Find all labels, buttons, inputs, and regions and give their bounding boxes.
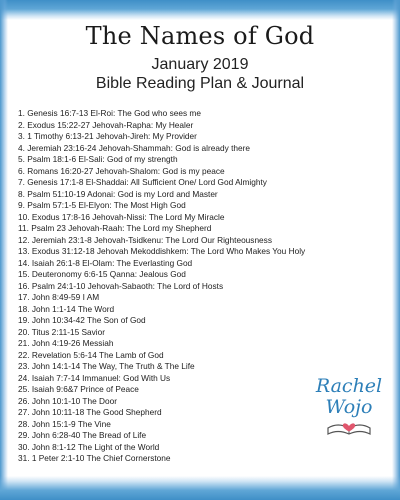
watercolor-border-top — [0, 0, 400, 20]
reading-item: 9. Psalm 57:1-5 El-Elyon: The Most High God — [18, 200, 186, 210]
reading-item: 10. Exodus 17:8-16 Jehovah-Nissi: The Lord My Miracle — [18, 211, 225, 222]
reading-item: 21. John 4:19-26 Messiah — [18, 338, 114, 348]
reading-item: 29. John 6:28-40 The Bread of Life — [18, 430, 147, 440]
reading-item: 8. Psalm 51:10-19 Adonai: God is my Lord and Master — [18, 188, 218, 199]
reading-item: 4. Jeremiah 23:16-24 Jehovah-Shammah: God is already there — [18, 142, 250, 153]
reading-item: 12. Jeremiah 23:1-8 Jehovah-Tsidkenu: The Lord Our Righteousness — [18, 234, 272, 245]
reading-item: 25. Isaiah 9:6&7 Prince of Peace — [18, 384, 139, 394]
reading-item: 1. Genesis 16:7-13 El-Roi: The God who sees me — [18, 108, 201, 118]
reading-item: 15. Deuteronomy 6:6-15 Qanna: Jealous God — [18, 269, 186, 279]
reading-item: 22. Revelation 5:6-14 The Lamb of God — [18, 349, 164, 360]
reading-item: 14. Isaiah 26:1-8 El-Olam: The Everlasting God — [18, 257, 193, 268]
plan-month: January 2019 — [151, 56, 249, 73]
reading-item: 28. John 15:1-9 The Vine — [18, 418, 111, 429]
reading-item: 20. Titus 2:11-15 Savior — [18, 326, 106, 337]
reading-item: 13. Exodus 31:12-18 Jehovah Mekoddishkem: The Lord Who Makes You Holy — [18, 246, 306, 256]
reading-item: 17. John 8:49-59 I AM — [18, 292, 100, 302]
reading-item: 26. John 10:1-10 The Door — [18, 395, 118, 406]
logo-line2: Wojo — [325, 396, 373, 418]
logo-line1: Rachel — [315, 375, 383, 397]
heart-icon — [343, 423, 355, 431]
reading-item: 27. John 10:11-18 The Good Shepherd — [18, 407, 162, 417]
reading-item: 7. Genesis 17:1-8 El-Shaddai: All Sufficient One/ Lord God Almighty — [18, 177, 267, 187]
reading-item: 24. Isaiah 7:7-14 Immanuel: God With Us — [18, 372, 171, 383]
reading-item: 6. Romans 16:20-27 Jehovah-Shalom: God is my peace — [18, 165, 225, 176]
reading-item: 30. John 8:1-12 The Light of the World — [18, 441, 160, 452]
reading-item: 19. John 10:34-42 The Son of God — [18, 315, 146, 325]
reading-item: 16. Psalm 24:1-10 Jehovah-Sabaoth: The Lord of Hosts — [18, 280, 224, 291]
reading-item: 11. Psalm 23 Jehovah-Raah: The Lord my Shepherd — [18, 223, 212, 233]
reading-item: 3. 1 Timothy 6:13-21 Jehovah-Jireh: My Provider — [18, 131, 197, 141]
reading-item: 18. John 1:1-14 The Word — [18, 303, 115, 314]
watercolor-border-bottom — [0, 476, 400, 500]
rachel-wojo-logo — [308, 368, 390, 448]
page-title: The Names of God — [85, 22, 315, 50]
reading-item: 23. John 14:1-14 The Way, The Truth & The Life — [18, 361, 195, 371]
reading-item: 31. 1 Peter 2:1-10 The Chief Cornerstone — [18, 453, 171, 463]
reading-item: 2. Exodus 15:22-27 Jehovah-Rapha: My Healer — [18, 119, 194, 130]
reading-item: 5. Psalm 18:1-6 El-Sali: God of my strength — [18, 154, 178, 164]
plan-subtitle: Bible Reading Plan & Journal — [95, 75, 305, 92]
